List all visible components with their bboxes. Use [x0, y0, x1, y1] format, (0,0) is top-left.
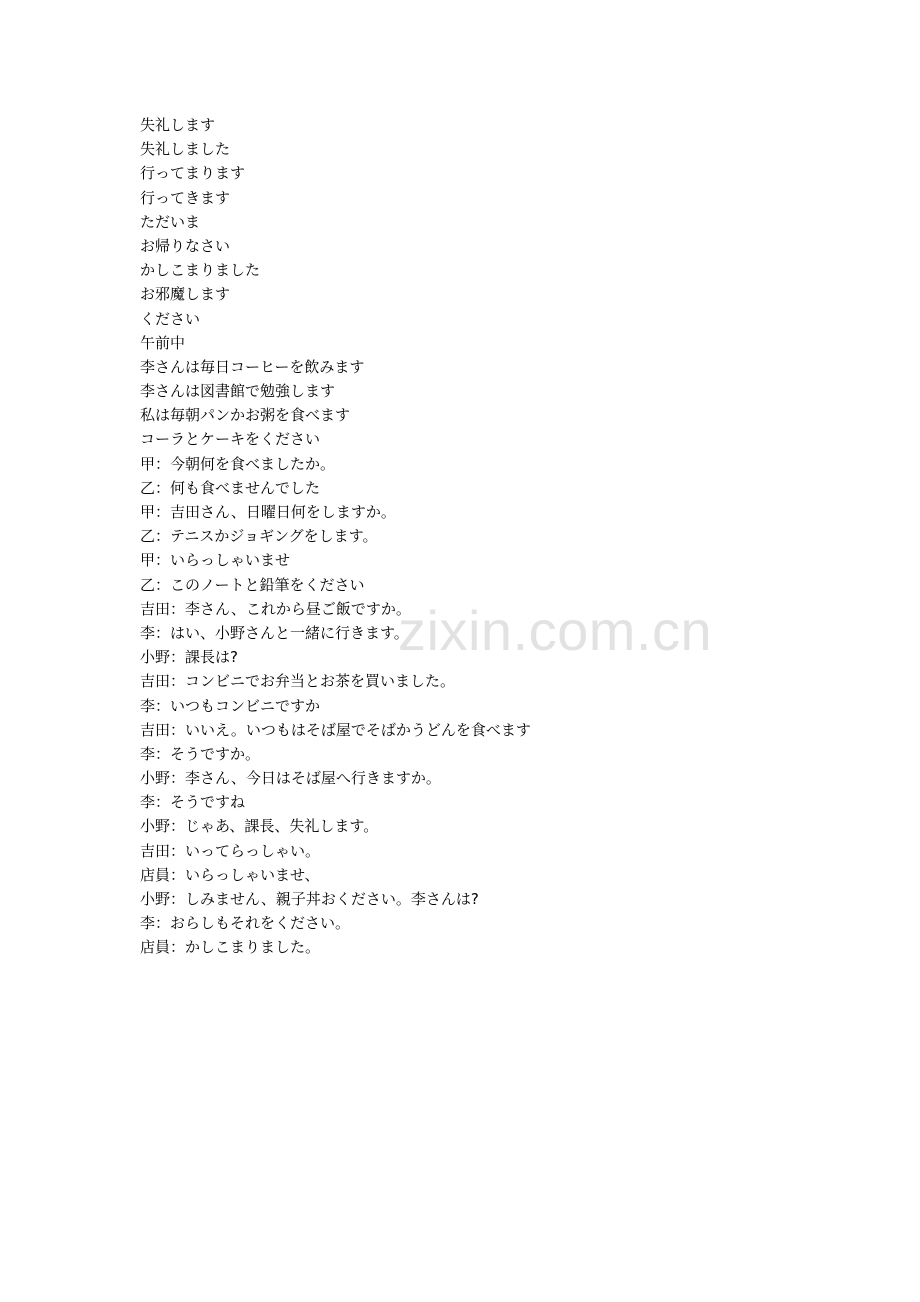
text-body: [140, 113, 840, 960]
text-line: 行ってまります: [140, 164, 246, 183]
text-line: かしこまりました: [140, 261, 261, 280]
dialogue-line: 小野：課長は?: [140, 648, 238, 667]
dialogue-line: 吉田：コンビニでお弁当とお茶を買いました。: [140, 672, 456, 691]
dialogue-line: 甲：いらっしゃいませ: [140, 551, 291, 570]
text-line: 失礼しました: [140, 140, 231, 159]
dialogue-line: 乙：何も食べませんでした: [140, 478, 321, 497]
dialogue-line: 吉田：李さん、これから昼ご飯ですか。: [140, 599, 411, 618]
dialogue-line: 小野：李さん、今日はそば屋へ行きますか。: [140, 769, 441, 788]
text-line: ください: [140, 309, 201, 328]
text-line: 行ってきます: [140, 188, 231, 207]
dialogue-line: 吉田：いいえ。いつもはそば屋でそばかうどんを食べます: [140, 720, 531, 739]
text-line: 私は毎朝パンかお粥を食べます: [140, 406, 351, 425]
text-line: コーラとケーキをください: [140, 430, 321, 449]
text-line: お帰りなさい: [140, 236, 231, 255]
dialogue-line: 小野：しみません、親子丼おください。李さんは?: [140, 890, 479, 908]
dialogue-line: 甲：吉田さん、日曜日何をしますか。: [140, 503, 396, 521]
dialogue-line: 李：おらしもそれをください。: [140, 914, 351, 933]
dialogue-line: 李：いつもコンビニですか: [140, 696, 321, 715]
text-line: お邪魔します: [140, 285, 231, 304]
text-line: 李さんは図書館で勉強します: [140, 382, 336, 401]
dialogue-line: 李：はい、小野さんと一緒に行きます。: [140, 623, 409, 642]
watermark: zixin.com.cn: [398, 599, 713, 662]
dialogue-line: 李：そうですか。: [140, 744, 261, 763]
dialogue-line: 店員：いらっしゃいませ、: [140, 865, 320, 884]
text-line: 李さんは毎日コーヒーを飲みます: [140, 357, 365, 376]
text-line: 午前中: [140, 333, 186, 352]
dialogue-line: 乙：テニスかジョギングをします。: [140, 527, 378, 546]
dialogue-line: 店員：かしこまりました。: [140, 938, 321, 957]
text-line: ただいま: [140, 212, 201, 231]
dialogue-line: 乙：このノートと鉛筆をください: [140, 575, 365, 594]
dialogue-line: 小野：じゃあ、課長、失礼します。: [140, 817, 379, 836]
dialogue-line: 吉田：いってらっしゃい。: [140, 841, 321, 860]
dialogue-line: 李：そうですね: [140, 793, 246, 812]
text-line: 失礼します: [140, 116, 216, 134]
dialogue-line: 甲：今朝何を食べましたか。: [140, 454, 336, 473]
